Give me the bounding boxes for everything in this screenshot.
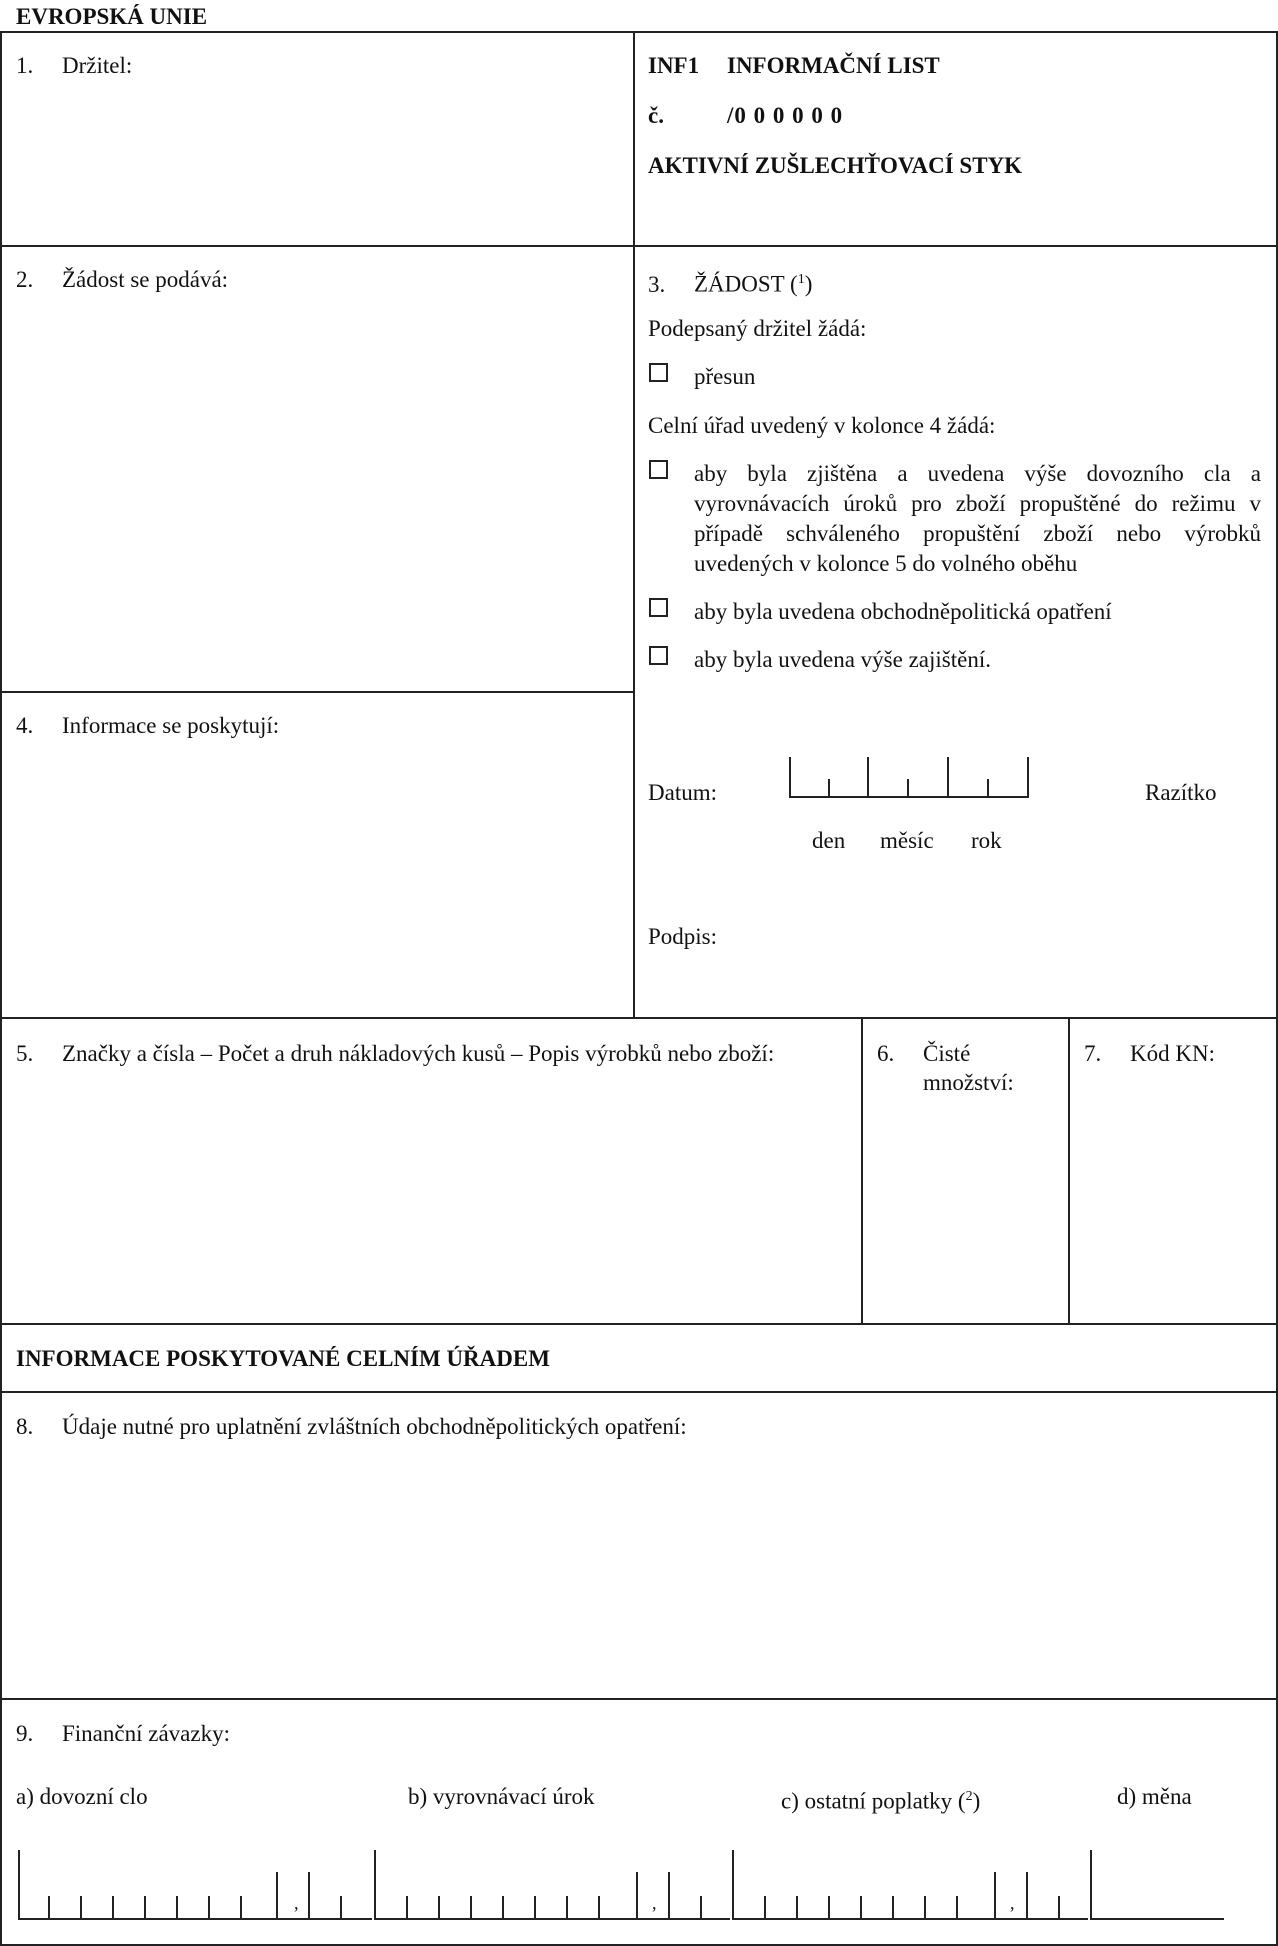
frame-top [0,31,1278,33]
field-tick [80,1896,82,1920]
field-tick [892,1896,894,1920]
box7-label: Kód KN: [1130,1041,1215,1066]
option-duty-amount-label: aby byla zjištěna a uvedena výše dovozního cla a vyrovnávacích úroků pro zboží propuštěné do režimu v případě schváleného propuštění zboží nebo výrobků uvedených v kolonce 5 do volného oběhu [694,461,1261,576]
box1-label: Držitel: [62,53,133,78]
other-charges-note-ref: 2 [965,1789,973,1804]
divider-row5 [0,1698,1278,1700]
field-tick [956,1896,958,1920]
box6-number: 6. [877,1041,895,1066]
field-baseline [18,1918,372,1920]
date-tick [907,779,909,798]
box8-policy-data[interactable] [16,1412,687,1442]
field-tick [340,1896,342,1920]
box1-number: 1. [16,53,34,78]
field-tick [668,1872,670,1920]
divider-box2-box4 [0,691,634,693]
box2-label: Žádost se podává: [62,267,229,292]
divider-box6-box7 [1068,1017,1070,1324]
compensatory-interest-amount-field[interactable] [374,1850,730,1920]
box4-information-provided[interactable] [16,711,279,741]
box1-holder[interactable] [16,51,132,81]
field-tick [374,1850,376,1920]
box4-label: Informace se poskytují: [62,713,280,738]
field-baseline [374,1918,730,1920]
date-label: Datum: [648,780,717,805]
divider-row3 [0,1323,1278,1325]
checkbox-transfer[interactable] [649,363,668,382]
inf-title: INFORMAČNÍ LIST [727,53,940,78]
box4-number: 4. [16,713,34,738]
field-tick [860,1896,862,1920]
other-charges-amount-field[interactable] [732,1850,1088,1920]
date-month-label: měsíc [880,828,934,853]
divider-row4 [0,1391,1278,1393]
other-charges-text: c) ostatní poplatky ( [781,1788,966,1814]
box3-heading [648,265,812,300]
import-duty-label: a) dovozní clo [16,1784,148,1809]
date-tick [789,757,791,798]
other-charges-close: ) [972,1788,981,1814]
box2-number: 2. [16,267,34,292]
field-tick [208,1896,210,1920]
office-requests-text: Celní úřad uvedený v kolonce 4 žádá: [648,413,996,438]
box3-note-ref: 1 [797,272,805,287]
box9-heading [16,1719,230,1749]
checkbox-duty-amount[interactable] [649,460,668,479]
box7-cn-code[interactable] [1084,1039,1215,1069]
field-tick [240,1896,242,1920]
holder-requests-text: Podepsaný držitel žádá: [648,316,867,341]
box3-number: 3. [648,271,666,297]
date-tick [987,779,989,798]
option-policy-measures-label: aby byla uvedena obchodněpolitická opatření [694,599,1112,624]
field-tick [924,1896,926,1920]
field-tick [276,1872,278,1920]
divider-top-middle [633,31,635,1018]
field-tick [700,1896,702,1920]
field-tick [308,1872,310,1920]
field-tick [176,1896,178,1920]
field-baseline [1090,1918,1224,1920]
field-tick [828,1896,830,1920]
checkbox-security-amount[interactable] [649,646,668,665]
inf-code: INF1 [648,53,700,78]
date-day-label: den [812,828,846,853]
field-tick [636,1872,638,1920]
box6-net-quantity[interactable] [877,1039,970,1069]
box3-label: ŽÁDOST ( [694,271,798,297]
date-tick [828,779,830,798]
field-tick [1026,1872,1028,1920]
box2-request-submitted-to[interactable] [16,265,228,295]
box5-label: Značky a čísla – Počet a druh nákladových kusů – Popis výrobků nebo zboží: [62,1041,775,1066]
currency-field[interactable] [1090,1850,1224,1920]
frame-left [0,31,2,1946]
divider-row2 [0,1017,1278,1019]
option-security-amount-label: aby byla uvedena výše zajištění. [694,647,991,672]
box7-number: 7. [1084,1041,1102,1066]
date-tick [867,757,869,798]
field-tick [796,1896,798,1920]
box8-number: 8. [16,1414,34,1439]
field-tick [112,1896,114,1920]
date-year-label: rok [971,828,1002,853]
field-tick [438,1896,440,1920]
box5-number: 5. [16,1041,34,1066]
import-duty-amount-field[interactable] [18,1850,372,1920]
field-tick [48,1896,50,1920]
box3-label-close: ) [804,271,813,297]
divider-row1 [0,245,1278,247]
field-tick [732,1850,734,1920]
union-header: EVROPSKÁ UNIE [16,4,208,29]
compensatory-interest-label: b) vyrovnávací úrok [408,1784,595,1809]
date-baseline [789,796,1029,798]
box6-label-2: množství: [923,1070,1014,1095]
decimal-comma: , [652,1893,657,1913]
field-tick [502,1896,504,1920]
inf-number-value: /0 0 0 0 0 0 [727,103,844,128]
decimal-comma: , [294,1893,299,1913]
date-field[interactable] [789,757,1029,799]
field-tick [994,1872,996,1920]
option-transfer-label: přesun [694,364,756,389]
field-baseline [732,1918,1088,1920]
field-tick [598,1896,600,1920]
box6-label-1: Čisté [923,1041,971,1066]
currency-label: d) měna [1117,1784,1192,1809]
box5-goods-description[interactable] [16,1039,774,1069]
other-charges-label [781,1782,980,1817]
checkbox-policy-measures[interactable] [649,598,668,617]
signature-label: Podpis: [648,924,718,949]
inf-subtitle: AKTIVNÍ ZUŠLECHŤOVACÍ STYK [648,153,1023,178]
field-tick [534,1896,536,1920]
field-tick [18,1850,20,1920]
box9-number: 9. [16,1721,34,1746]
field-tick [566,1896,568,1920]
field-tick [1090,1850,1092,1920]
divider-box5-box6 [861,1017,863,1324]
field-tick [764,1896,766,1920]
field-tick [406,1896,408,1920]
field-tick [1058,1896,1060,1920]
box9-label: Finanční závazky: [62,1721,230,1746]
decimal-comma: , [1010,1893,1015,1913]
stamp-label: Razítko [1145,780,1217,805]
field-tick [470,1896,472,1920]
date-tick [947,757,949,798]
customs-section-heading: INFORMACE POSKYTOVANÉ CELNÍM ÚŘADEM [16,1346,550,1371]
date-tick [1027,757,1029,798]
box8-label: Údaje nutné pro uplatnění zvláštních obchodněpolitických opatření: [62,1414,687,1439]
field-tick [144,1896,146,1920]
inf-number-label: č. [648,103,664,128]
